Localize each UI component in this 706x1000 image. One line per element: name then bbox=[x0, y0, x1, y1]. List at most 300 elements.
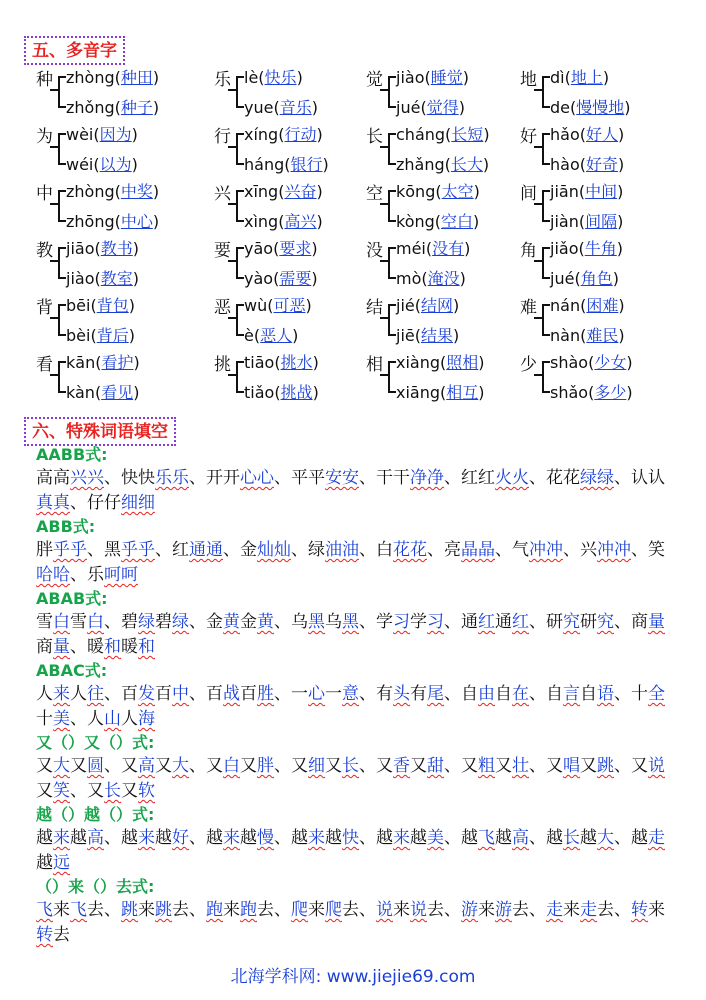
word-item bbox=[546, 468, 614, 488]
word-item bbox=[87, 565, 138, 585]
word-item bbox=[121, 468, 189, 488]
given-text: 雪 bbox=[70, 612, 87, 632]
filled-blank: 红 bbox=[478, 612, 495, 632]
example-word: 挑战 bbox=[280, 383, 313, 402]
reading-2: zhǎng(长大) bbox=[396, 155, 490, 174]
pinyin: jiē bbox=[396, 326, 415, 345]
pattern-words: 飞来飞去、跳来跳去、跑来跑去、爬来爬去、说来说去、游来游去、走来走去、转来转去 bbox=[36, 900, 665, 945]
polyphone-cell bbox=[36, 182, 196, 238]
brace-icon bbox=[542, 190, 550, 222]
filled-blank: 来 bbox=[53, 684, 70, 704]
given-text: 又 bbox=[121, 781, 138, 801]
word-item bbox=[206, 468, 274, 488]
filled-blank: 长 bbox=[563, 828, 580, 848]
given-text: 人 bbox=[121, 709, 138, 729]
given-text: 去 bbox=[172, 900, 189, 920]
given-text: 有 bbox=[410, 684, 427, 704]
filled-blank: 量 bbox=[648, 612, 665, 632]
brace-icon bbox=[58, 304, 66, 336]
filled-blank: 在 bbox=[512, 684, 529, 704]
given-text: 有 bbox=[376, 684, 393, 704]
example-word: 中间 bbox=[585, 182, 618, 201]
brace-tick bbox=[50, 146, 59, 148]
filled-blank: 来 bbox=[138, 828, 155, 848]
brace-icon bbox=[236, 361, 244, 393]
word-item bbox=[121, 900, 189, 920]
given-text: 仔仔 bbox=[87, 493, 121, 513]
given-text: 人 bbox=[87, 709, 104, 729]
polyphone-cell bbox=[214, 68, 374, 124]
brace-icon bbox=[542, 304, 550, 336]
filled-blank: 胖 bbox=[257, 756, 274, 776]
word-item bbox=[376, 612, 444, 632]
given-text: 学 bbox=[376, 612, 393, 632]
filled-blank: 长 bbox=[104, 781, 121, 801]
footer-site[interactable]: 北海学科网: www.jiejie69.com bbox=[230, 967, 476, 987]
filled-blank: 来 bbox=[223, 828, 240, 848]
filled-blank: 甜 bbox=[427, 756, 444, 776]
brace-tick bbox=[534, 374, 543, 376]
given-text: 十 bbox=[36, 709, 53, 729]
example-word: 角色 bbox=[580, 269, 613, 288]
filled-blank: 习 bbox=[393, 612, 410, 632]
example-word: 挑水 bbox=[280, 353, 313, 372]
given-text: 通 bbox=[461, 612, 478, 632]
given-text: 越 bbox=[36, 828, 53, 848]
brace-tick bbox=[534, 89, 543, 91]
polyphone-cell bbox=[366, 182, 526, 238]
given-text: 碧 bbox=[121, 612, 138, 632]
example-word: 要求 bbox=[279, 239, 312, 258]
example-word: 高兴 bbox=[284, 212, 317, 231]
example-word: 音乐 bbox=[279, 98, 312, 117]
reading-1: kōng(太空) bbox=[396, 182, 480, 201]
word-item bbox=[87, 637, 155, 657]
word-item bbox=[461, 828, 529, 848]
example-word: 长大 bbox=[450, 155, 483, 174]
brace-icon bbox=[388, 76, 396, 108]
example-word: 背包 bbox=[96, 296, 129, 315]
pinyin: xìng bbox=[244, 212, 279, 231]
filled-blank: 走 bbox=[648, 828, 665, 848]
filled-blank: 海 bbox=[138, 709, 155, 729]
example-word: 种田 bbox=[120, 68, 153, 87]
pinyin: zhōng bbox=[66, 212, 115, 231]
brace-icon bbox=[542, 133, 550, 165]
pinyin: bèi bbox=[66, 326, 91, 345]
pinyin: jué bbox=[396, 98, 421, 117]
word-item bbox=[87, 493, 155, 513]
filled-blank: 高 bbox=[512, 828, 529, 848]
polyphone-char: 看 bbox=[36, 355, 53, 375]
reading-1: hǎo(好人) bbox=[550, 125, 625, 144]
word-item bbox=[291, 828, 359, 848]
given-text: 又 bbox=[70, 756, 87, 776]
pinyin: hào bbox=[550, 155, 580, 174]
pinyin: háng bbox=[244, 155, 285, 174]
word-item bbox=[291, 684, 359, 704]
example-word: 快乐 bbox=[264, 68, 297, 87]
filled-blank: 绿 bbox=[172, 612, 189, 632]
pinyin: shǎo bbox=[550, 383, 589, 402]
brace-tick bbox=[380, 146, 389, 148]
filled-blank: 长 bbox=[342, 756, 359, 776]
brace-tick bbox=[228, 374, 237, 376]
polyphone-cell bbox=[214, 353, 374, 409]
reading-1: zhòng(中奖) bbox=[66, 182, 160, 201]
filled-blank: 粗 bbox=[478, 756, 495, 776]
reading-2: è(恶人) bbox=[244, 326, 299, 345]
example-word: 好奇 bbox=[585, 155, 618, 174]
reading-1: nán(困难) bbox=[550, 296, 625, 315]
polyphone-cell bbox=[36, 296, 196, 352]
special-words-block bbox=[36, 444, 670, 948]
word-item bbox=[36, 612, 104, 632]
given-text: 白 bbox=[376, 540, 393, 560]
given-text: 越 bbox=[36, 853, 53, 873]
filled-blank: 高 bbox=[87, 828, 104, 848]
given-text: 自 bbox=[495, 684, 512, 704]
example-word: 背后 bbox=[96, 326, 129, 345]
polyphone-char: 好 bbox=[520, 127, 537, 147]
filled-blank: 乎乎 bbox=[53, 540, 87, 560]
brace-tick bbox=[534, 203, 543, 205]
word-item bbox=[121, 828, 189, 848]
filled-blank: 爬 bbox=[325, 900, 342, 920]
reading-2: xìng(高兴) bbox=[244, 212, 323, 231]
example-word: 中奖 bbox=[120, 182, 153, 201]
pinyin: zhǒng bbox=[66, 98, 115, 117]
given-text: 又 bbox=[631, 756, 648, 776]
reading-2: jiàn(间隔) bbox=[550, 212, 624, 231]
given-text: 又 bbox=[580, 756, 597, 776]
brace-icon bbox=[388, 304, 396, 336]
brace-icon bbox=[58, 190, 66, 222]
filled-blank: 往 bbox=[87, 684, 104, 704]
pinyin: kōng bbox=[396, 182, 436, 201]
brace-icon bbox=[388, 190, 396, 222]
filled-blank: 飞 bbox=[36, 900, 53, 920]
polyphone-char: 长 bbox=[366, 127, 383, 147]
given-text: 认认 bbox=[631, 468, 665, 488]
reading-1: jiǎo(牛角) bbox=[550, 239, 623, 258]
brace-icon bbox=[236, 190, 244, 222]
polyphone-cell bbox=[214, 182, 374, 238]
filled-blank: 黑 bbox=[308, 612, 325, 632]
given-text: 乌 bbox=[291, 612, 308, 632]
reading-1: wù(可恶) bbox=[244, 296, 312, 315]
pinyin: yāo bbox=[244, 239, 274, 258]
filled-blank: 来 bbox=[53, 828, 70, 848]
word-item bbox=[546, 684, 614, 704]
reading-2: zhōng(中心) bbox=[66, 212, 160, 231]
given-text: 越 bbox=[121, 828, 138, 848]
word-item bbox=[376, 828, 444, 848]
reading-2: jué(觉得) bbox=[396, 98, 465, 117]
example-word: 看见 bbox=[101, 383, 134, 402]
filled-blank: 花花 bbox=[393, 540, 427, 560]
example-word: 相互 bbox=[446, 383, 479, 402]
given-text: 快快 bbox=[121, 468, 155, 488]
brace-icon bbox=[388, 247, 396, 279]
example-word: 慢慢地 bbox=[576, 98, 625, 117]
given-text: 又 bbox=[325, 756, 342, 776]
word-item bbox=[546, 756, 614, 776]
word-item bbox=[36, 684, 104, 704]
reading-2: yào(需要) bbox=[244, 269, 318, 288]
pinyin: wèi bbox=[66, 125, 94, 144]
reading-1: xīng(兴奋) bbox=[244, 182, 323, 201]
pinyin: zhòng bbox=[66, 182, 115, 201]
word-item bbox=[291, 612, 359, 632]
given-text: 百 bbox=[240, 684, 257, 704]
given-text: 金 bbox=[240, 612, 257, 632]
pinyin: wù bbox=[244, 296, 268, 315]
given-text: 红 bbox=[172, 540, 189, 560]
brace-tick bbox=[50, 203, 59, 205]
pattern-words: 胖乎乎、黑乎乎、红通通、金灿灿、绿油油、白花花、亮晶晶、气冲冲、兴冲冲、笑哈哈、乐呵呵 bbox=[36, 540, 665, 585]
given-text: 雪 bbox=[36, 612, 53, 632]
filled-blank: 习 bbox=[427, 612, 444, 632]
reading-1: xiàng(照相) bbox=[396, 353, 485, 372]
given-text: 自 bbox=[546, 684, 563, 704]
given-text: 自 bbox=[580, 684, 597, 704]
pinyin: jiān bbox=[550, 182, 579, 201]
brace-icon bbox=[236, 76, 244, 108]
word-item bbox=[36, 828, 104, 848]
reading-1: jiān(中间) bbox=[550, 182, 624, 201]
word-item bbox=[376, 756, 444, 776]
word-item bbox=[461, 468, 529, 488]
word-item bbox=[308, 540, 359, 560]
brace-tick bbox=[228, 146, 237, 148]
given-text: 百 bbox=[206, 684, 223, 704]
given-text: 高高 bbox=[36, 468, 70, 488]
word-item bbox=[376, 684, 444, 704]
given-text: 商 bbox=[631, 612, 648, 632]
given-text: 一 bbox=[291, 684, 308, 704]
filled-blank: 细 bbox=[308, 756, 325, 776]
filled-blank: 大 bbox=[172, 756, 189, 776]
brace-tick bbox=[380, 317, 389, 319]
word-item bbox=[580, 540, 631, 560]
filled-blank: 量 bbox=[53, 637, 70, 657]
polyphone-cell bbox=[520, 239, 680, 295]
brace-icon bbox=[58, 247, 66, 279]
word-item bbox=[546, 828, 614, 848]
brace-icon bbox=[542, 76, 550, 108]
reading-1: jiào(睡觉) bbox=[396, 68, 469, 87]
pinyin: cháng bbox=[396, 125, 446, 144]
filled-blank: 走 bbox=[580, 900, 597, 920]
filled-blank: 意 bbox=[342, 684, 359, 704]
filled-blank: 转 bbox=[36, 925, 53, 945]
filled-blank: 安安 bbox=[325, 468, 359, 488]
polyphone-cell bbox=[36, 239, 196, 295]
word-item bbox=[87, 709, 155, 729]
word-item bbox=[206, 828, 274, 848]
filled-blank: 游 bbox=[461, 900, 478, 920]
reading-2: bèi(背后) bbox=[66, 326, 135, 345]
word-item bbox=[36, 756, 104, 776]
given-text: 越 bbox=[376, 828, 393, 848]
brace-tick bbox=[380, 89, 389, 91]
word-item bbox=[87, 781, 155, 801]
filled-blank: 白 bbox=[87, 612, 104, 632]
example-word: 难民 bbox=[586, 326, 619, 345]
given-text: 暖 bbox=[121, 637, 138, 657]
reading-1: dì(地上) bbox=[550, 68, 610, 87]
pinyin: mò bbox=[396, 269, 422, 288]
example-word: 太空 bbox=[441, 182, 474, 201]
brace-tick bbox=[50, 260, 59, 262]
filled-blank: 究 bbox=[597, 612, 614, 632]
given-text: 花花 bbox=[546, 468, 580, 488]
word-item bbox=[461, 900, 529, 920]
filled-blank: 慢 bbox=[257, 828, 274, 848]
pinyin: xīng bbox=[244, 182, 279, 201]
word-item bbox=[291, 900, 359, 920]
word-item bbox=[121, 612, 189, 632]
given-text: 十 bbox=[631, 684, 648, 704]
given-text: 来 bbox=[478, 900, 495, 920]
brace-icon bbox=[388, 361, 396, 393]
given-text: 胖 bbox=[36, 540, 53, 560]
filled-blank: 哈哈 bbox=[36, 565, 70, 585]
given-text: 通 bbox=[495, 612, 512, 632]
example-word: 间隔 bbox=[585, 212, 618, 231]
example-word: 长短 bbox=[451, 125, 484, 144]
reading-2: háng(银行) bbox=[244, 155, 329, 174]
filled-blank: 转 bbox=[631, 900, 648, 920]
polyphone-char: 角 bbox=[520, 241, 537, 261]
filled-blank: 胜 bbox=[257, 684, 274, 704]
polyphone-cell bbox=[36, 353, 196, 409]
filled-blank: 究 bbox=[563, 612, 580, 632]
polyphone-cell bbox=[520, 296, 680, 352]
pinyin: kàn bbox=[66, 383, 95, 402]
given-text: 越 bbox=[410, 828, 427, 848]
polyphone-char: 背 bbox=[36, 298, 53, 318]
reading-2: hào(好奇) bbox=[550, 155, 625, 174]
filled-blank: 说 bbox=[410, 900, 427, 920]
filled-blank: 头 bbox=[393, 684, 410, 704]
reading-1: xíng(行动) bbox=[244, 125, 323, 144]
given-text: 商 bbox=[36, 637, 53, 657]
filled-blank: 跳 bbox=[155, 900, 172, 920]
filled-blank: 灿灿 bbox=[257, 540, 291, 560]
given-text: 亮 bbox=[444, 540, 461, 560]
example-word: 困难 bbox=[586, 296, 619, 315]
brace-tick bbox=[534, 146, 543, 148]
given-text: 来 bbox=[138, 900, 155, 920]
brace-icon bbox=[58, 76, 66, 108]
pinyin: è bbox=[244, 326, 254, 345]
brace-tick bbox=[534, 260, 543, 262]
brace-icon bbox=[542, 247, 550, 279]
filled-blank: 战 bbox=[223, 684, 240, 704]
brace-icon bbox=[236, 247, 244, 279]
given-text: 乌 bbox=[325, 612, 342, 632]
filled-blank: 发 bbox=[138, 684, 155, 704]
brace-icon bbox=[542, 361, 550, 393]
brace-icon bbox=[58, 361, 66, 393]
given-text: 暖 bbox=[87, 637, 104, 657]
example-word: 种子 bbox=[120, 98, 153, 117]
filled-blank: 心心 bbox=[240, 468, 274, 488]
brace-tick bbox=[50, 89, 59, 91]
example-word: 牛角 bbox=[584, 239, 617, 258]
reading-1: wèi(因为) bbox=[66, 125, 138, 144]
polyphone-char: 教 bbox=[36, 241, 53, 261]
word-item bbox=[546, 612, 614, 632]
example-word: 因为 bbox=[99, 125, 132, 144]
given-text: 一 bbox=[325, 684, 342, 704]
polyphone-char: 地 bbox=[520, 70, 537, 90]
filled-blank: 由 bbox=[478, 684, 495, 704]
given-text: 金 bbox=[206, 612, 223, 632]
polyphone-cell bbox=[366, 353, 526, 409]
word-item bbox=[36, 540, 87, 560]
filled-blank: 白 bbox=[53, 612, 70, 632]
given-text: 去 bbox=[87, 900, 104, 920]
word-item bbox=[376, 900, 444, 920]
polyphone-char: 为 bbox=[36, 127, 53, 147]
polyphone-cell bbox=[214, 239, 374, 295]
word-item bbox=[104, 540, 155, 560]
filled-blank: 和 bbox=[138, 637, 155, 657]
filled-blank: 净净 bbox=[410, 468, 444, 488]
polyphone-char: 挑 bbox=[214, 355, 231, 375]
example-word: 淹没 bbox=[427, 269, 460, 288]
pinyin: zhòng bbox=[66, 68, 115, 87]
word-item bbox=[291, 468, 359, 488]
pinyin: yào bbox=[244, 269, 274, 288]
filled-blank: 通通 bbox=[189, 540, 223, 560]
given-text: 越 bbox=[70, 828, 87, 848]
brace-tick bbox=[534, 317, 543, 319]
reading-2: jué(角色) bbox=[550, 269, 619, 288]
example-word: 行动 bbox=[284, 125, 317, 144]
filled-blank: 白 bbox=[223, 756, 240, 776]
example-word: 睡觉 bbox=[430, 68, 463, 87]
example-word: 兴奋 bbox=[284, 182, 317, 201]
brace-tick bbox=[380, 260, 389, 262]
pinyin: jiàn bbox=[550, 212, 579, 231]
polyphone-cell bbox=[366, 68, 526, 124]
filled-blank: 香 bbox=[393, 756, 410, 776]
filled-blank: 游 bbox=[495, 900, 512, 920]
filled-blank: 说 bbox=[376, 900, 393, 920]
pinyin: kòng bbox=[396, 212, 435, 231]
example-word: 教室 bbox=[100, 269, 133, 288]
filled-blank: 红 bbox=[512, 612, 529, 632]
given-text: 又 bbox=[240, 756, 257, 776]
polyphone-char: 间 bbox=[520, 184, 537, 204]
word-item bbox=[206, 684, 274, 704]
filled-blank: 中 bbox=[172, 684, 189, 704]
reading-1: méi(没有) bbox=[396, 239, 471, 258]
filled-blank: 跑 bbox=[206, 900, 223, 920]
polyphone-char: 结 bbox=[366, 298, 383, 318]
filled-blank: 绿绿 bbox=[580, 468, 614, 488]
pinyin: xiāng bbox=[396, 383, 441, 402]
polyphone-cell bbox=[366, 296, 526, 352]
example-word: 照相 bbox=[446, 353, 479, 372]
given-text: 去 bbox=[257, 900, 274, 920]
given-text: 黑 bbox=[104, 540, 121, 560]
filled-blank: 飞 bbox=[70, 900, 87, 920]
